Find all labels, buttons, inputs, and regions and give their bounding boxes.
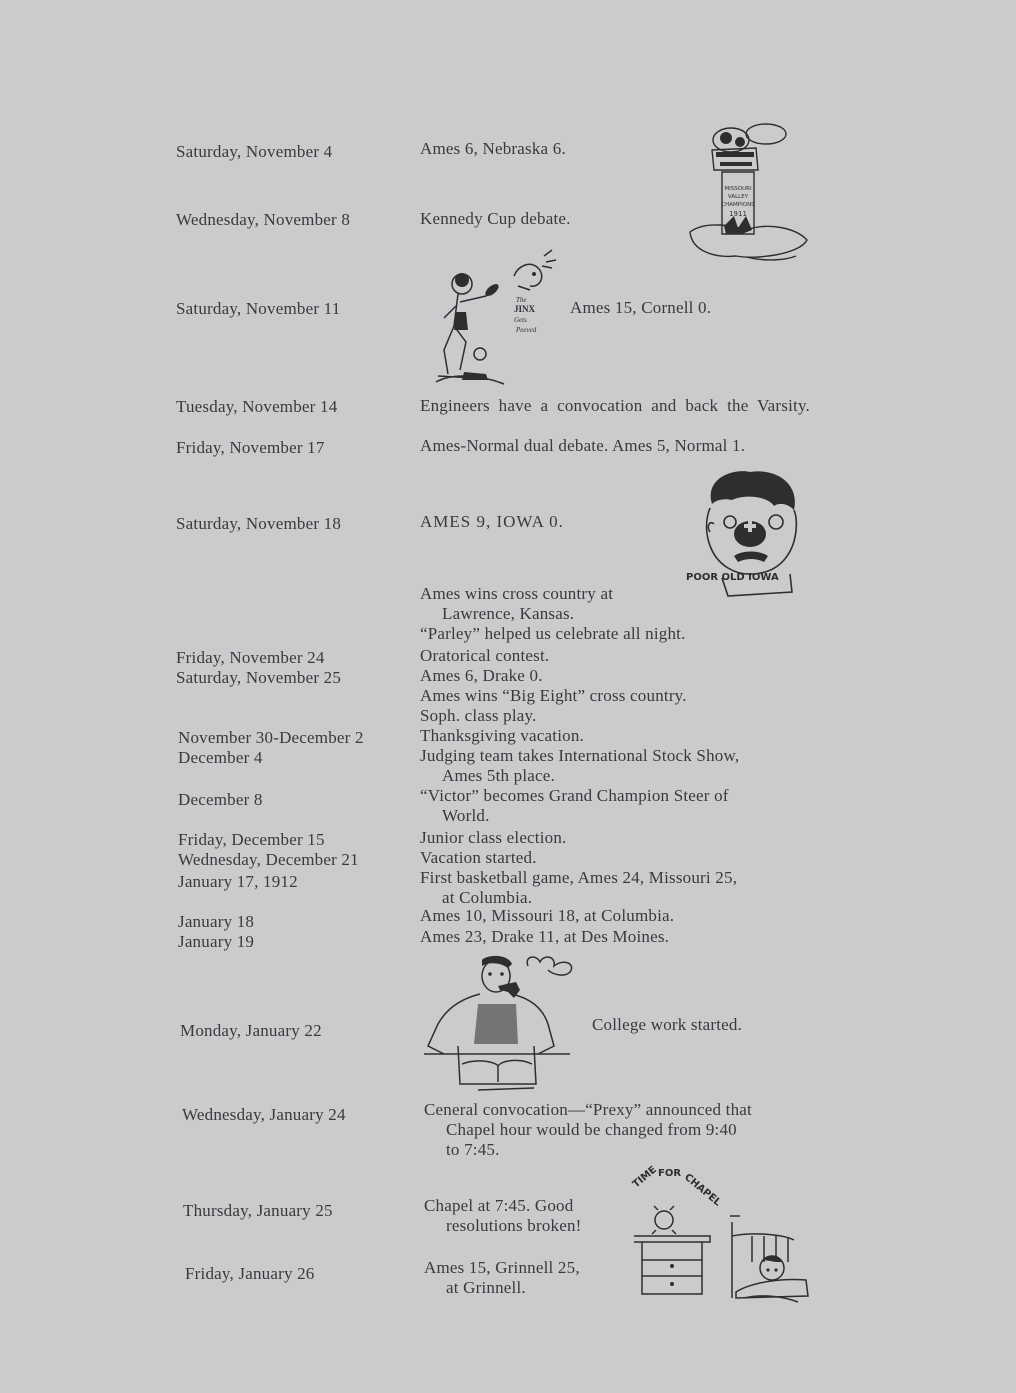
event-text: Oratorical contest. [420,646,550,665]
event-text: Chapel at 7:45. Good resolutions broken! [424,1196,582,1235]
svg-text:CHAMPIONS: CHAMPIONS [721,202,755,208]
date-label: Saturday, November 4 [176,142,333,161]
date-label: Friday, January 26 [185,1264,315,1283]
event-text: AMES 9, IOWA 0. [420,512,564,531]
date-label: Saturday, November 11 [176,299,341,318]
event-text: Ames 15, Cornell 0. [570,298,712,317]
event-text: Ames 6, Drake 0. [420,666,543,685]
event-text: Judging team takes International Stock Show, Ames 5th place. [420,746,740,785]
event-text: “Victor” becomes Grand Champion Steer of World. [420,786,729,825]
event-text: Thanksgiving vacation. [420,726,584,745]
date-label: Saturday, November 25 [176,668,342,687]
date-label: Wednesday, December 21 [178,850,359,869]
svg-text:1911: 1911 [729,210,747,218]
event-text: Ames 23, Drake 11, at Des Moines. [420,927,670,946]
event-text: Kennedy Cup debate. [420,209,571,228]
svg-text:Peeved: Peeved [516,326,537,334]
event-text: Vacation started. [420,848,537,867]
svg-text:TIME: TIME [630,1164,659,1191]
date-label: Monday, January 22 [180,1021,322,1040]
date-label: Friday, November 24 [176,648,325,667]
date-label: January 19 [178,932,255,951]
football-kicker-cartoon-icon [434,246,566,391]
event-text: “Parley” helped us celebrate all night. [420,624,686,643]
date-label: Wednesday, November 8 [176,210,351,229]
date-label: January 18 [178,912,255,931]
date-label: November 30-December 2 [178,728,364,747]
event-text: Ames wins “Big Eight” cross country. [420,686,687,705]
svg-text:The: The [516,296,527,304]
date-label: Wednesday, January 24 [182,1105,346,1124]
trophy-caption: MISSOURI [724,186,752,192]
event-text: Ames-Normal dual debate. Ames 5, Normal 1. [420,436,746,455]
iowa-caption: POOR OLD IOWA [686,572,779,583]
event-text: Ames 10, Missouri 18, at Columbia. [420,906,675,925]
event-text: Ames 6, Nebraska 6. [420,139,566,158]
event-text: College work started. [592,1015,743,1034]
date-label: Friday, December 15 [178,830,325,849]
event-text: Engineers have a convocation and back the Varsity. [420,396,810,415]
date-label: Thursday, January 25 [183,1201,333,1220]
date-label: Saturday, November 18 [176,514,342,533]
event-text: Soph. class play. [420,706,537,725]
date-label: December 8 [178,790,263,809]
svg-text:Gets: Gets [514,316,527,324]
chapel-caption [631,1164,723,1209]
svg-text:VALLEY: VALLEY [727,194,749,200]
event-text: Ceneral convocation—“Prexy” announced that Chapel hour would be changed from 9:40 to 7:45. [424,1100,752,1159]
date-label: Friday, November 17 [176,438,325,457]
svg-text:FOR: FOR [658,1168,682,1179]
student-with-pipe-cartoon-icon [424,954,580,1096]
event-text: First basketball game, Ames 24, Missouri 25, at Columbia. [420,868,738,907]
svg-text:JINX: JINX [514,304,536,314]
date-label: Tuesday, November 14 [176,397,338,416]
crying-iowa-face-cartoon-icon [684,468,812,606]
alarm-clock-in-bed-cartoon-icon [632,1166,810,1306]
event-text: Ames 15, Grinnell 25, at Grinnell. [424,1258,580,1297]
date-label: January 17, 1912 [178,872,298,891]
event-text: Junior class election. [420,828,567,847]
date-label: December 4 [178,748,263,767]
trophy-cartoon-icon [686,112,811,264]
svg-text:CHAPEL: CHAPEL [682,1171,723,1209]
event-text: Ames wins cross country at Lawrence, Kansas. [420,584,614,623]
